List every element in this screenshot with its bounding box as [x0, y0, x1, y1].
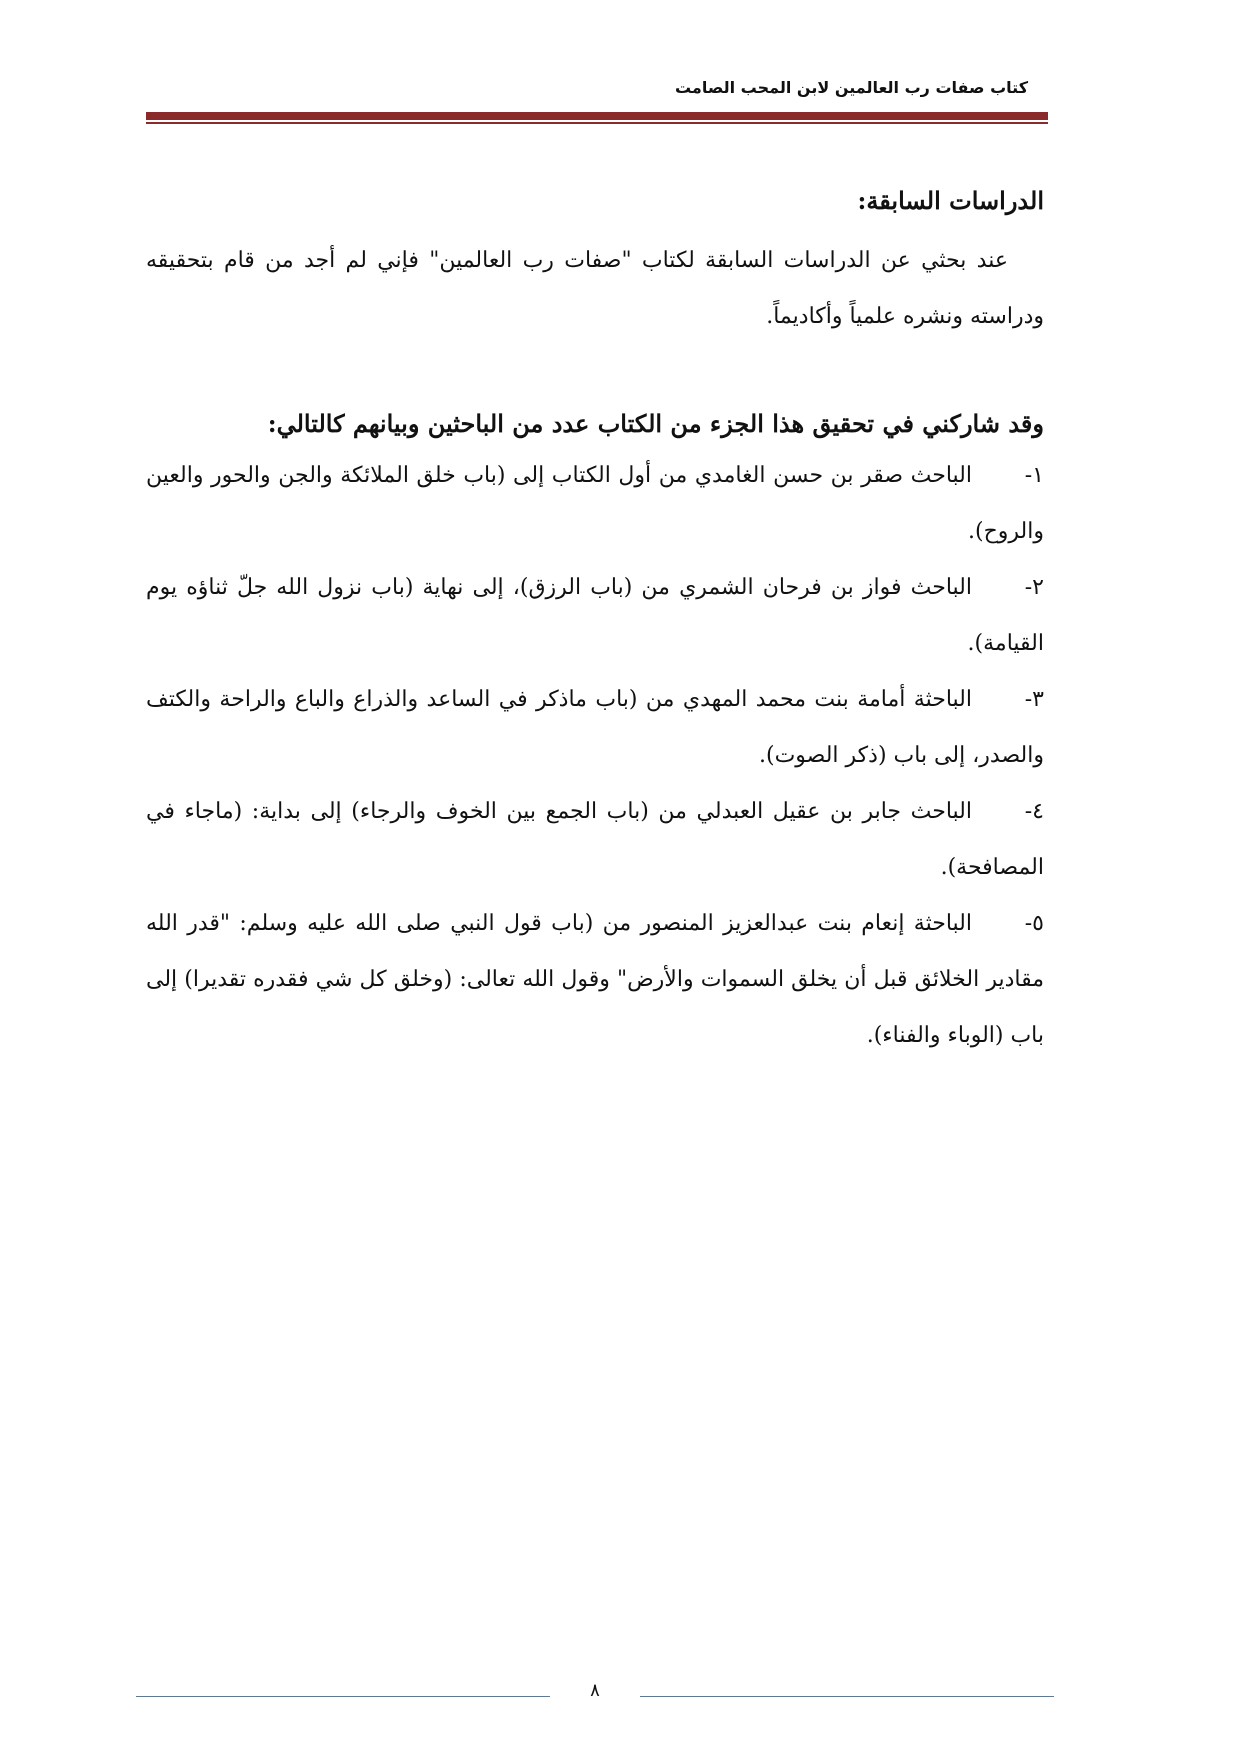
footer-rule-right: [640, 1696, 1054, 1697]
participants-list: [146, 448, 1044, 1064]
page-number: ٨: [590, 1680, 600, 1701]
previous-studies-paragraph: عند بحثي عن الدراسات السابقة لكتاب "صفات رب العالمين" فإني لم أجد من قام بتحقيقه ودراسته ونشره علمياً وأكاديماً.: [146, 248, 1044, 329]
list-item: [146, 448, 1044, 560]
list-item-text: الباحثة إنعام بنت عبدالعزيز المنصور من (باب قول النبي صلى الله عليه وسلم: "قدر الله مقادير الخلائق قبل أن يخلق السموات والأرض" وقول الله تعالى: (وخلق كل شي فقدره تقديرا) إلى باب (الوباء والفناء).: [146, 911, 1044, 1048]
list-item-text: الباحث فواز بن فرحان الشمري من (باب الرزق)، إلى نهاية (باب نزول الله جلّ ثناؤه يوم القيامة).: [146, 575, 1044, 656]
list-item: [146, 672, 1044, 784]
list-item-number: ٢-: [1024, 575, 1044, 600]
running-header-title: كتاب صفات رب العالمين لابن المحب الصامت: [674, 78, 1028, 97]
list-item-number: ١-: [1024, 463, 1044, 488]
list-item-text: الباحث صقر بن حسن الغامدي من أول الكتاب إلى (باب خلق الملائكة والجن والحور والعين والروح).: [146, 463, 1044, 544]
list-item-number: ٥-: [1024, 911, 1044, 936]
section-heading-previous-studies: الدراسات السابقة:: [857, 186, 1044, 215]
list-item: [146, 784, 1044, 896]
list-item-number: ٣-: [1024, 687, 1044, 712]
list-item-number: ٤-: [1024, 799, 1044, 824]
list-item-text: الباحثة أمامة بنت محمد المهدي من (باب ماذكر في الساعد والذراع والباع والراحة والكتف والصدر، إلى باب (ذكر الصوت).: [146, 687, 1044, 768]
footer-rule-left: [136, 1696, 550, 1697]
section-heading-participants: وقد شاركني في تحقيق هذا الجزء من الكتاب عدد من الباحثين وبيانهم كالتالي:: [267, 409, 1044, 438]
list-item: [146, 896, 1044, 1064]
header-rule: [146, 112, 1048, 120]
list-item: [146, 560, 1044, 672]
page-content: [146, 186, 1044, 1064]
list-item-text: الباحث جابر بن عقيل العبدلي من (باب الجمع بين الخوف والرجاء) إلى بداية: (ماجاء في المصافحة).: [146, 799, 1044, 880]
